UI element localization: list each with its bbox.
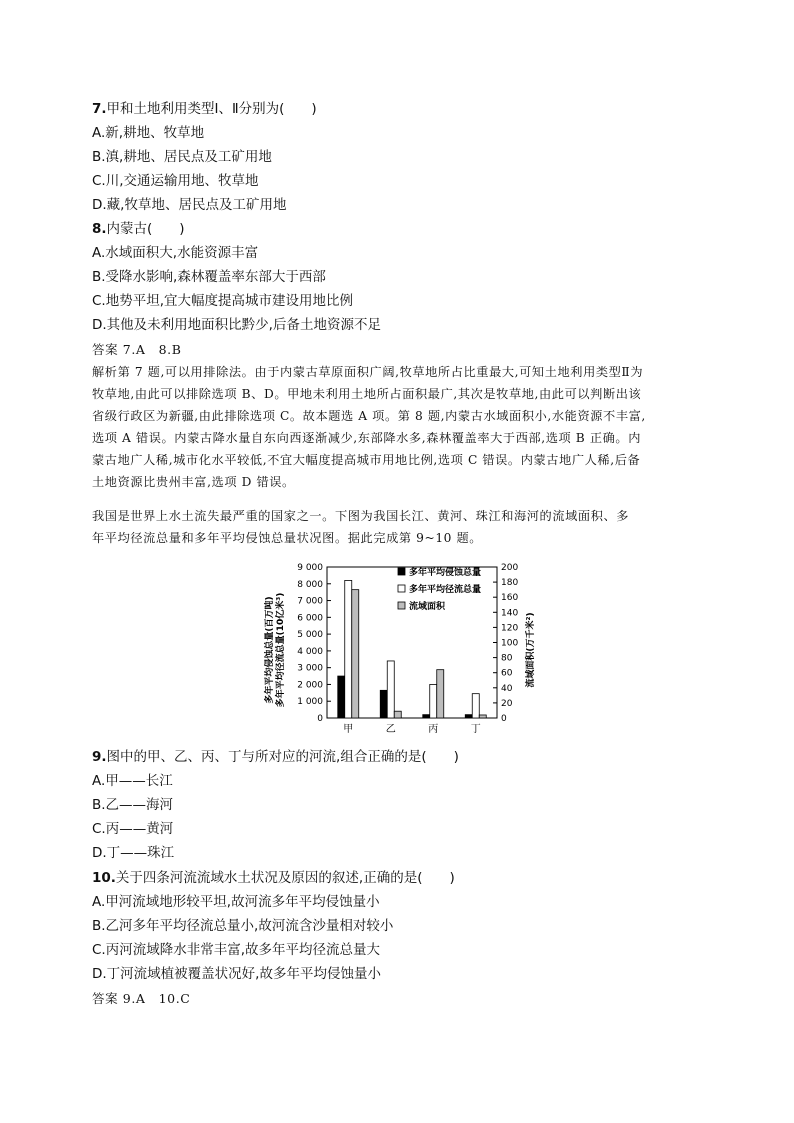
bar-chart <box>262 558 542 744</box>
category-label: 丙 <box>428 724 439 735</box>
right-tick-label: 60 <box>501 668 513 679</box>
answer-7-8: 答案 7.A 8.B <box>92 342 182 357</box>
bar-3-1 <box>352 590 359 718</box>
left-tick-label: 3 000 <box>297 663 323 674</box>
left-tick-label: 5 000 <box>297 630 323 641</box>
q10-option-b: B.乙河多年平均径流总量小,故河流含沙量相对较小 <box>92 918 394 934</box>
left-axis-label-line1: 多年平均侵蚀总量(百万吨) <box>265 596 275 704</box>
left-tick-label: 9 000 <box>297 563 323 573</box>
bar-1-4 <box>465 715 472 718</box>
q10-stem-text: 关于四条河流流域水土状况及原因的叙述,正确的是( ) <box>115 870 455 886</box>
legend-swatch <box>398 602 405 609</box>
left-tick-label: 1 000 <box>297 697 323 708</box>
explanation-line: 牧草地,由此可以排除选项 B、D。甲地未利用土地所占面积最广,其次是牧草地,由此可以判断出该 <box>92 387 642 401</box>
explanation-line: 土地资源比贵州丰富,选项 D 错误。 <box>92 475 295 489</box>
q8-option-d: D.其他及未利用地面积比黔少,后备土地资源不足 <box>92 317 381 333</box>
q7-option-a: A.新,耕地、牧草地 <box>92 125 205 141</box>
q10-number: 10. <box>92 870 116 886</box>
bar-3-4 <box>479 715 486 718</box>
answer-9-10: 答案 9.A 10.C <box>92 991 191 1006</box>
category-label: 丁 <box>470 724 481 735</box>
q7-stem-text: 甲和土地利用类型Ⅰ、Ⅱ分别为( ) <box>106 101 317 117</box>
q9-option-a: A.甲——长江 <box>92 773 173 789</box>
bar-3-2 <box>394 711 401 718</box>
q10-option-c: C.丙河流域降水非常丰富,故多年平均径流总量大 <box>92 942 381 958</box>
left-tick-label: 2 000 <box>297 680 323 691</box>
legend-swatch <box>398 585 405 592</box>
right-tick-label: 20 <box>501 698 513 709</box>
q9-number: 9. <box>92 749 107 765</box>
intro-line: 我国是世界上水土流失最严重的国家之一。下图为我国长江、黄河、珠江和海河的流域面积、多 <box>92 509 630 523</box>
legend-swatch <box>398 568 405 575</box>
q8-stem-text: 内蒙古( ) <box>106 221 185 237</box>
q7-option-b: B.滇,耕地、居民点及工矿用地 <box>92 149 272 165</box>
left-tick-label: 8 000 <box>297 579 323 590</box>
left-tick-label: 0 <box>317 714 323 724</box>
bar-1-3 <box>423 715 430 718</box>
q10-stem <box>92 868 455 888</box>
bar-2-2 <box>387 661 394 718</box>
explanation-line: 选项 A 错误。内蒙古降水量自东向西逐渐减少,东部降水多,森林覆盖率大于西部,选项 B 正确。内 <box>92 431 641 445</box>
bar-2-3 <box>430 684 437 718</box>
legend-label: 多年平均径流总量 <box>409 585 482 595</box>
right-tick-label: 180 <box>501 578 519 589</box>
explanation-line: 省级行政区为新疆,由此排除选项 C。故本题选 A 项。第 8 题,内蒙古水域面积小,水能资源不丰富, <box>92 409 646 423</box>
q9-stem <box>92 747 459 767</box>
legend-label: 多年平均侵蚀总量 <box>409 568 482 578</box>
bar-3-3 <box>437 670 444 718</box>
q8-number: 8. <box>92 221 107 237</box>
left-tick-label: 7 000 <box>297 596 323 607</box>
q8-option-a: A.水域面积大,水能资源丰富 <box>92 245 259 261</box>
legend-label: 流域面积 <box>409 602 446 612</box>
q7-stem <box>92 99 317 119</box>
right-tick-label: 80 <box>501 653 513 664</box>
bar-1-2 <box>380 690 387 718</box>
explanation <box>92 361 704 493</box>
right-axis-label: 流域面积(万千米²) <box>526 612 536 688</box>
left-tick-label: 4 000 <box>297 646 323 657</box>
bar-1-1 <box>338 676 345 718</box>
explanation-line: 解析第 7 题,可以用排除法。由于内蒙古草原面积广阔,牧草地所占比重最大,可知土地利用类型Ⅱ为 <box>92 365 644 379</box>
right-tick-label: 140 <box>501 608 519 619</box>
left-axis-label-line2: 多年平均径流总量(10亿米³) <box>276 592 286 708</box>
q9-option-d: D.丁——珠江 <box>92 845 175 861</box>
q7-number: 7. <box>92 101 107 117</box>
q9-stem-text: 图中的甲、乙、丙、丁与所对应的河流,组合正确的是( ) <box>106 749 459 765</box>
q8-stem <box>92 219 185 239</box>
category-label: 甲 <box>343 724 354 735</box>
intro-line: 年平均径流总量和多年平均侵蚀总量状况图。据此完成第 9~10 题。 <box>92 531 483 545</box>
q10-option-d: D.丁河流域植被覆盖状况好,故多年平均侵蚀量小 <box>92 966 381 982</box>
intro-paragraph <box>92 505 704 549</box>
q7-option-d: D.藏,牧草地、居民点及工矿用地 <box>92 197 287 213</box>
left-tick-label: 6 000 <box>297 613 323 624</box>
category-label: 乙 <box>385 724 396 735</box>
q8-option-b: B.受降水影响,森林覆盖率东部大于西部 <box>92 269 326 285</box>
q10-option-a: A.甲河流域地形较平坦,故河流多年平均侵蚀量小 <box>92 894 380 910</box>
right-tick-label: 160 <box>501 593 519 604</box>
q9-option-c: C.丙——黄河 <box>92 821 174 837</box>
right-tick-label: 40 <box>501 683 513 694</box>
bar-2-4 <box>472 694 479 718</box>
q9-option-b: B.乙——海河 <box>92 797 174 813</box>
bar-chart-svg <box>262 558 542 744</box>
right-tick-label: 100 <box>501 638 519 649</box>
q7-option-c: C.川,交通运输用地、牧草地 <box>92 173 259 189</box>
right-tick-label: 120 <box>501 623 519 634</box>
bar-2-1 <box>345 580 352 718</box>
explanation-line: 蒙古地广人稀,城市化水平较低,不宜大幅度提高城市用地比例,选项 C 错误。内蒙古地广人稀,后备 <box>92 453 641 467</box>
right-tick-label: 0 <box>501 714 507 724</box>
left-axis-label <box>263 593 286 708</box>
right-tick-label: 200 <box>501 563 519 573</box>
q8-option-c: C.地势平坦,宜大幅度提高城市建设用地比例 <box>92 293 354 309</box>
